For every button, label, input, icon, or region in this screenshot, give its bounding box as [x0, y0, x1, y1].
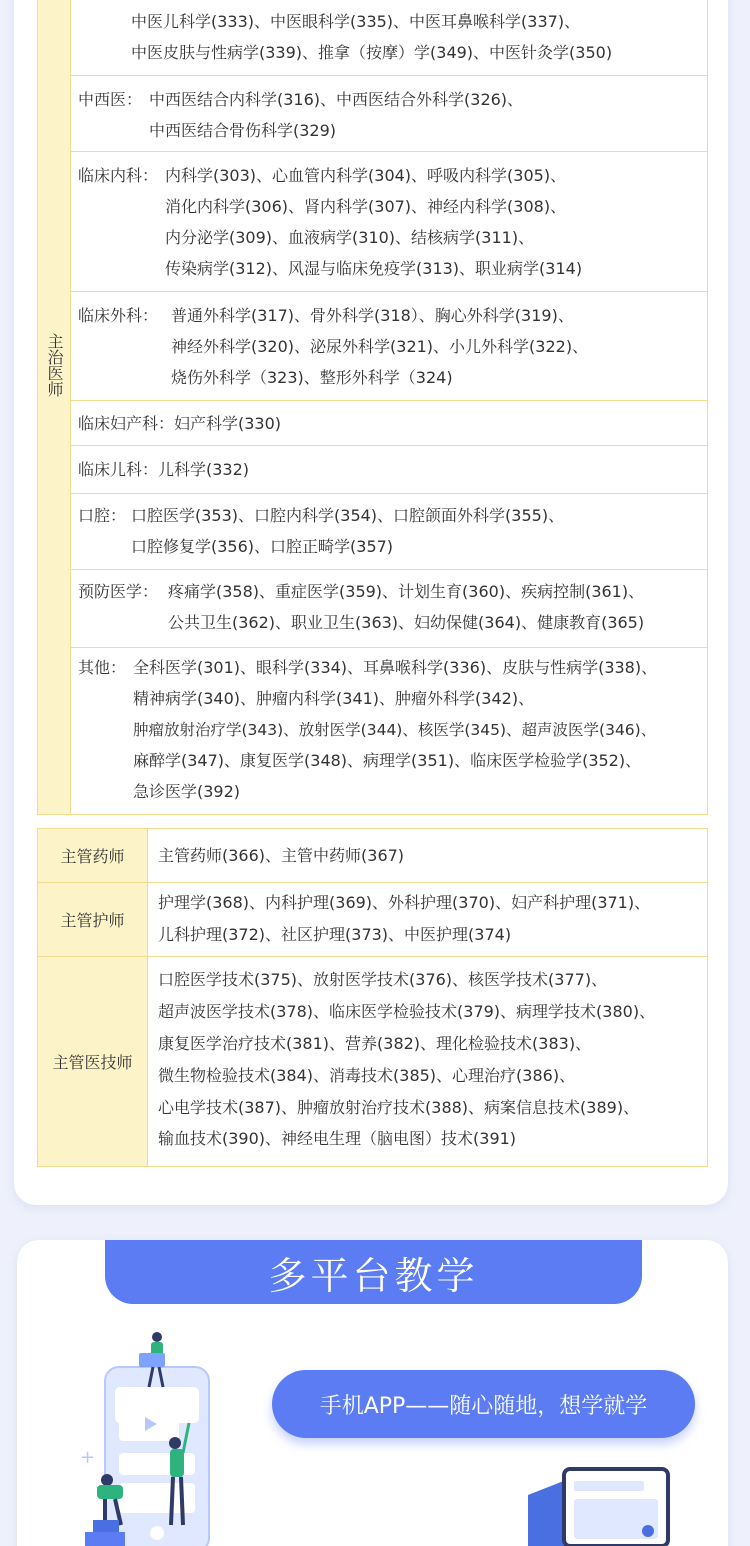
row-line: 护理学(368)、内科护理(369)、外科护理(370)、妇产科护理(371)、 — [158, 893, 651, 912]
row-label: 预防医学： — [78, 582, 159, 601]
row-label: 临床外科： — [78, 306, 159, 325]
row-line: 全科医学(301)、眼科学(334)、耳鼻喉科学(336)、皮肤与性病学(338)、 — [133, 658, 658, 677]
row-line: 神经外科学(320)、泌尿外科学(321)、小儿外科学(322)、 — [171, 337, 589, 356]
app-feature-pill: 手机APP——随心随地，想学就学 — [272, 1370, 695, 1438]
row-other — [71, 648, 708, 815]
row-line: 儿科护理(372)、社区护理(373)、中医护理(374) — [158, 925, 512, 944]
row-line: 消化内科学(306)、肾内科学(307)、神经内科学(308)、 — [165, 197, 567, 216]
row-line: 麻醉学(347)、康复医学(348)、病理学(351)、临床医学检验学(352)、 — [133, 751, 642, 770]
row-line: 烧伤外科学（323)、整形外科学（324) — [171, 368, 453, 387]
row-line: 输血技术(390)、神经电生理（脑电图）技术(391) — [158, 1129, 517, 1148]
row-line: 普通外科学(317)、骨外科学(318）、胸心外科学(319)、 — [171, 306, 574, 325]
svg-text:+: + — [80, 1447, 96, 1468]
row-line: 内分泌学(309)、血液病学(310)、结核病学(311)、 — [165, 228, 535, 247]
row-header: 主管医技师 — [38, 957, 148, 1166]
row-oral — [71, 494, 708, 570]
row-line: 内科学(303)、心血管内科学(304)、呼吸内科学(305)、 — [165, 166, 567, 185]
row-line: 急诊医学(392) — [133, 782, 241, 801]
row-label: 口腔： — [78, 506, 127, 525]
row-line: 精神病学(340)、肿瘤内科学(341)、肿瘤外科学(342)、 — [133, 689, 535, 708]
row-label: 临床内科： — [78, 166, 159, 185]
row-header: 主管护师 — [38, 883, 148, 956]
row-obgyn — [71, 401, 708, 446]
side-label-text: 主治医师 — [45, 333, 64, 397]
attending-physician-label — [37, 0, 71, 815]
phone-illustration — [75, 1325, 225, 1546]
row-line: 中西医结合骨伤科学(329) — [149, 121, 337, 140]
row-line: 主管药师(366)、主管中药师(367) — [158, 846, 405, 865]
row-line: 中西医结合内科学(316)、中西医结合外科学(326)、 — [149, 90, 524, 109]
row-label: 中西医： — [78, 90, 143, 109]
row-header: 主管药师 — [38, 829, 148, 882]
row-line: 心电学技术(387)、肿瘤放射治疗技术(388)、病案信息技术(389)、 — [158, 1098, 640, 1117]
laptop-illustration — [524, 1465, 674, 1546]
row-line: 超声波医学技术(378)、临床医学检验技术(379)、病理学技术(380)、 — [158, 1002, 656, 1021]
row-line: 中医儿科学(333)、中医眼科学(335)、中医耳鼻喉科学(337)、 — [131, 12, 581, 31]
row-line: 公共卫生(362)、职业卫生(363)、妇幼保健(364)、健康教育(365) — [168, 613, 645, 632]
row-preventive — [71, 570, 708, 648]
row-line: 肿瘤放射治疗学(343)、放射医学(344)、核医学(345)、超声波医学(346)、 — [133, 721, 657, 739]
row-line: 中医皮肤与性病学(339)、推拿（按摩）学(349)、中医针灸学(350) — [131, 43, 613, 62]
section-banner: 多平台教学 — [105, 1240, 642, 1304]
table-supervisors — [37, 828, 708, 1167]
row-line: 疼痛学(358)、重症医学(359)、计划生育(360)、疾病控制(361)、 — [168, 582, 645, 601]
row-pediatrics — [71, 446, 708, 494]
row-text: 临床儿科：儿科学(332) — [78, 460, 250, 479]
row-integrated — [71, 76, 708, 152]
row-line: 康复医学治疗技术(381)、营养(382)、理化检验技术(383)、 — [158, 1034, 592, 1053]
row-line: 口腔医学技术(375)、放射医学技术(376)、核医学技术(377)、 — [158, 970, 608, 989]
row-surgery — [71, 292, 708, 401]
row-line: 口腔修复学(356)、口腔正畸学(357) — [131, 537, 394, 556]
row-line: 微生物检验技术(384)、消毒技术(385)、心理治疗(386)、 — [158, 1066, 576, 1085]
row-internal-medicine — [71, 152, 708, 292]
row-tcm — [71, 0, 708, 76]
row-text: 临床妇产科：妇产科学(330) — [78, 414, 282, 433]
row-line: 传染病学(312)、风湿与临床免疫学(313)、职业病学(314) — [165, 259, 583, 278]
row-line: 口腔医学(353)、口腔内科学(354)、口腔颌面外科学(355)、 — [131, 506, 565, 525]
row-label: 其他： — [78, 658, 127, 677]
